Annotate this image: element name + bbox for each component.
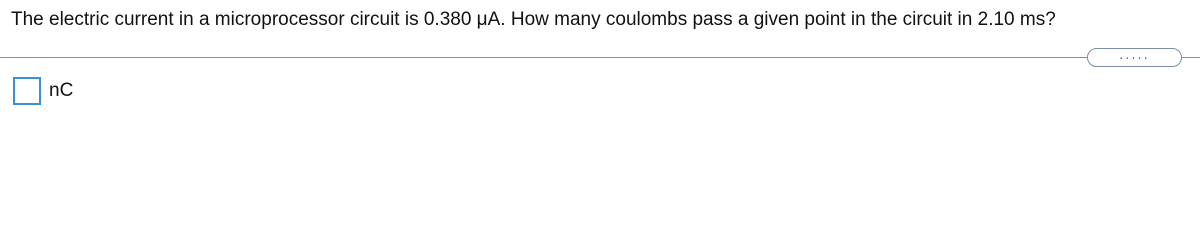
more-options-button[interactable] xyxy=(1087,48,1182,67)
question-text: The electric current in a microprocessor circuit is 0.380 μA. How many coulombs pass a given point in the circuit in 2.10 ms? xyxy=(11,9,1056,30)
answer-input[interactable] xyxy=(13,77,41,105)
divider xyxy=(0,57,1200,58)
unit-label: nC xyxy=(49,80,74,101)
answer-row xyxy=(13,77,73,105)
more-dots-icon: ..... xyxy=(1119,47,1150,63)
